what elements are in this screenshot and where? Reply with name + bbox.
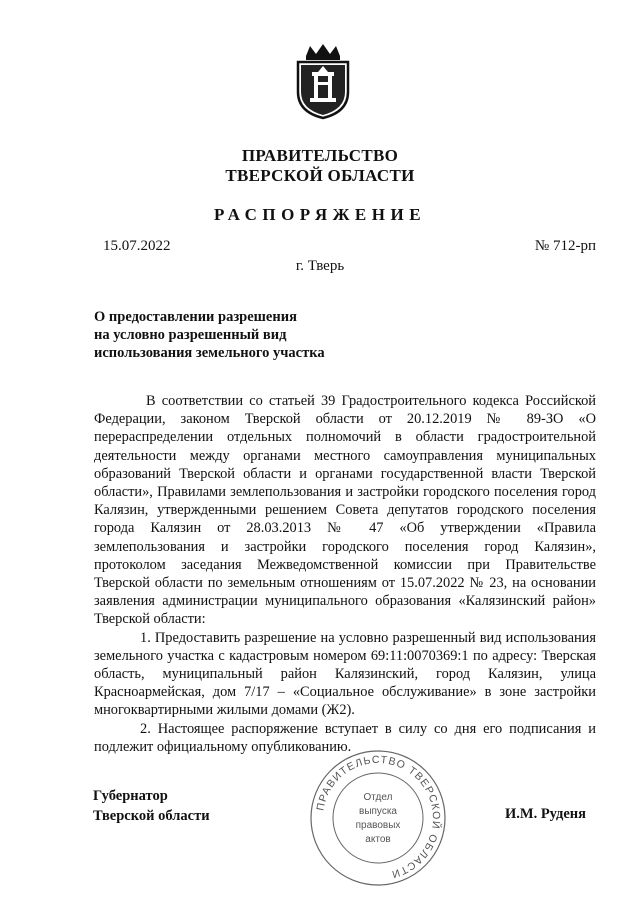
body-paragraph: 2. Настоящее распоряжение вступает в силу со дня его подписания и подлежит официальному опубликованию. [94,720,596,755]
subject-line: использования земельного участка [94,345,325,361]
subject-line: на условно разрешенный вид [94,327,287,343]
stamp-line: выпуска [359,806,397,817]
signatory-title-line: Тверской области [93,808,210,824]
stamp-line: правовых [355,820,401,831]
document-number: № 712-рп [534,238,596,254]
signatory-name: И.М. Руденя [504,806,586,822]
document-subject [94,308,414,362]
document-type: РАСПОРЯЖЕНИЕ [213,205,427,224]
signatory-title [93,786,210,826]
body-paragraph: 1. Предоставить разрешение на условно разрешенный вид использования земельного участка с кадастровым номером 69:11:0070369:1 по адресу: Тверская область, муниципальный район Калязинский, город Калязин, улица Красноармейская, дом 7/17 – «Социальное обслуживание» в зоне застройки многоквартирными жилыми домами (Ж2). [94,629,596,719]
stamp-line: актов [365,834,391,845]
coat-of-arms-icon [292,42,354,120]
stamp-ring-text: ПРАВИТЕЛЬСТВО ТВЕРСКОЙ ОБЛАСТИ [314,753,443,881]
subject-line: О предоставлении разрешения [94,309,297,325]
body-paragraph: В соответствии со статьей 39 Градостроительного кодекса Российской Федерации, законом Тверской области от 20.12.2019 № 89-ЗО «О перераспределении отдельных полномочий в области градостроительной деятельности между органами местного самоуправления муниципальных образований Тверской области и органами государственной власти Тверской области», Правилами землепользования и застройки городского поселения город Калязин, утвержденными решением Совета депутатов городского поселения города Калязин от 28.03.2013 № 47 «Об утверждении «Правила землепользования и застройки городского поселения город Калязин», протоколом заседания Межведомственной комиссии при Правительстве Тверской области по земельным отношениям от 15.07.2022 № 23, на основании заявления администрации муниципального образования «Калязинский район» Тверской области: [94,393,596,628]
org-name-line1: ПРАВИТЕЛЬСТВО [241,146,399,165]
document-body [94,392,596,756]
signatory-title-line: Губернатор [93,788,168,804]
document-city: г. Тверь [295,258,345,274]
official-stamp [308,748,448,888]
stamp-line: Отдел [363,792,393,803]
document-date: 15.07.2022 [103,238,171,254]
org-name-line2: ТВЕРСКОЙ ОБЛАСТИ [225,166,415,185]
